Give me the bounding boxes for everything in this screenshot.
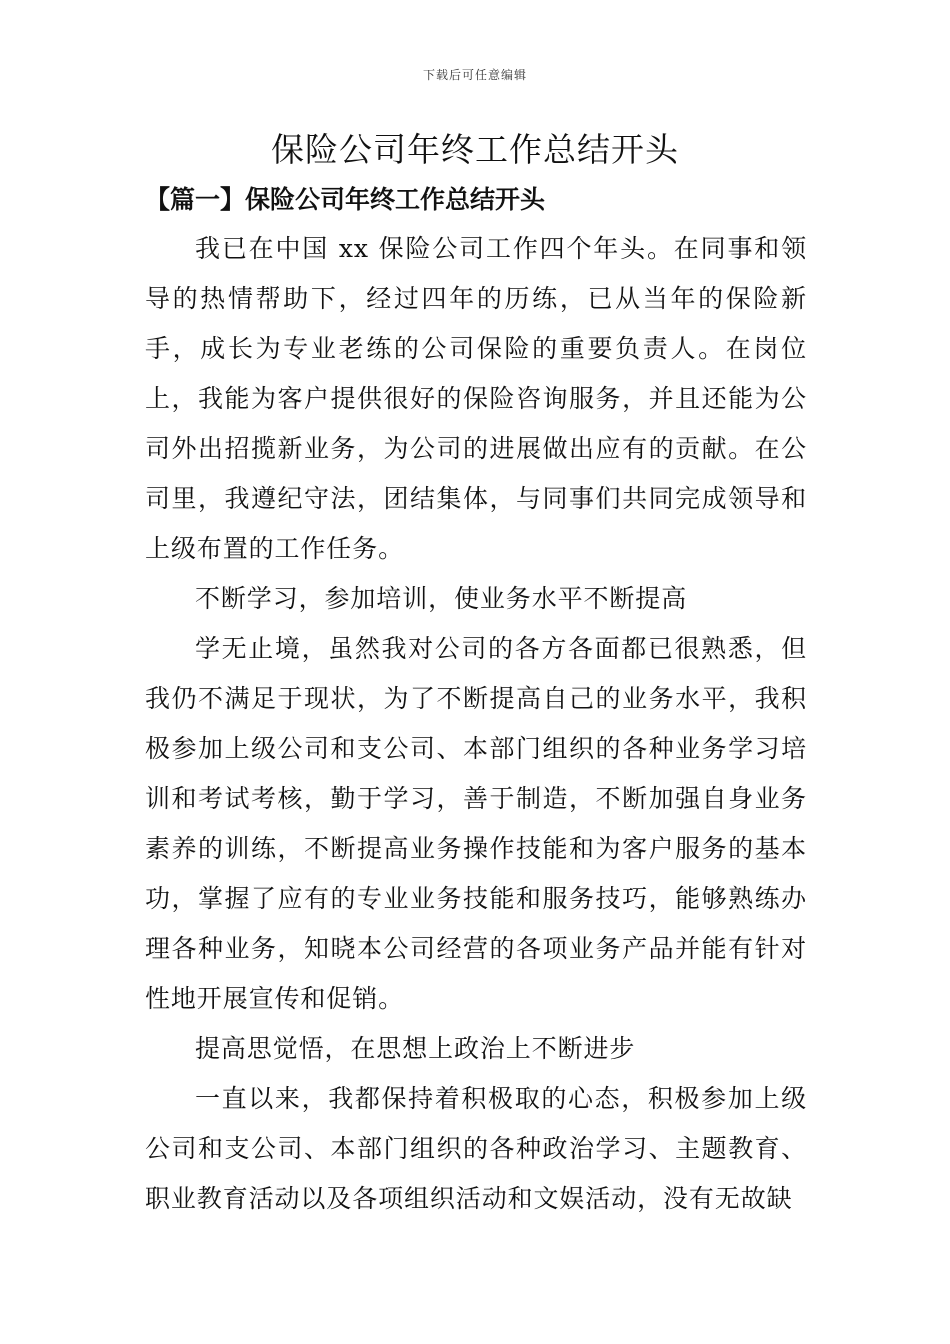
header-note: 下载后可任意编辑 [422,68,527,82]
paragraph-subheading-learning: 不断学习，参加培训，使业务水平不断提高 [195,584,688,613]
paragraph-subheading-thought: 提高思觉悟，在思想上政治上不断进步 [195,1034,636,1063]
paragraph-learning: 学无止境，虽然我对公司的各方各面都已很熟悉，但我仍不满足于现状，为了不断提高自己的业务水平，我积极参加上级公司和支公司、本部门组织的各种业务学习培训和考试考核，勤于学习，善于制造，不断加强自身业务素养的训练，不断提高业务操作技能和为客户服务的基本功，掌握了应有的专业业务技能和服务技巧，能够熟练办理各种业务，知晓本公司经营的各项业务产品并能有针对性地开展宣传和促销。 [145,634,807,1013]
section-heading: 【篇一】保险公司年终工作总结开头 [145,185,546,214]
paragraph-thought: 一直以来，我都保持着积极取的心态，积极参加上级公司和支公司、本部门组织的各种政治学习、主题教育、职业教育活动以及各项组织活动和文娱活动，没有无故缺 [145,1084,807,1213]
body-text [145,224,807,1224]
paragraph-intro: 我已在中国 xx 保险公司工作四个年头。在同事和领导的热情帮助下，经过四年的历练，已从当年的保险新手，成长为专业老练的公司保险的重要负责人。在岗位上，我能为客户提供很好的保险咨询服务，并且还能为公司外出招揽新业务，为公司的进展做出应有的贡献。在公司里，我遵纪守法，团结集体，与同事们共同完成领导和上级布置的工作任务。 [145,234,807,563]
document-title: 保险公司年终工作总结开头 [271,130,679,169]
